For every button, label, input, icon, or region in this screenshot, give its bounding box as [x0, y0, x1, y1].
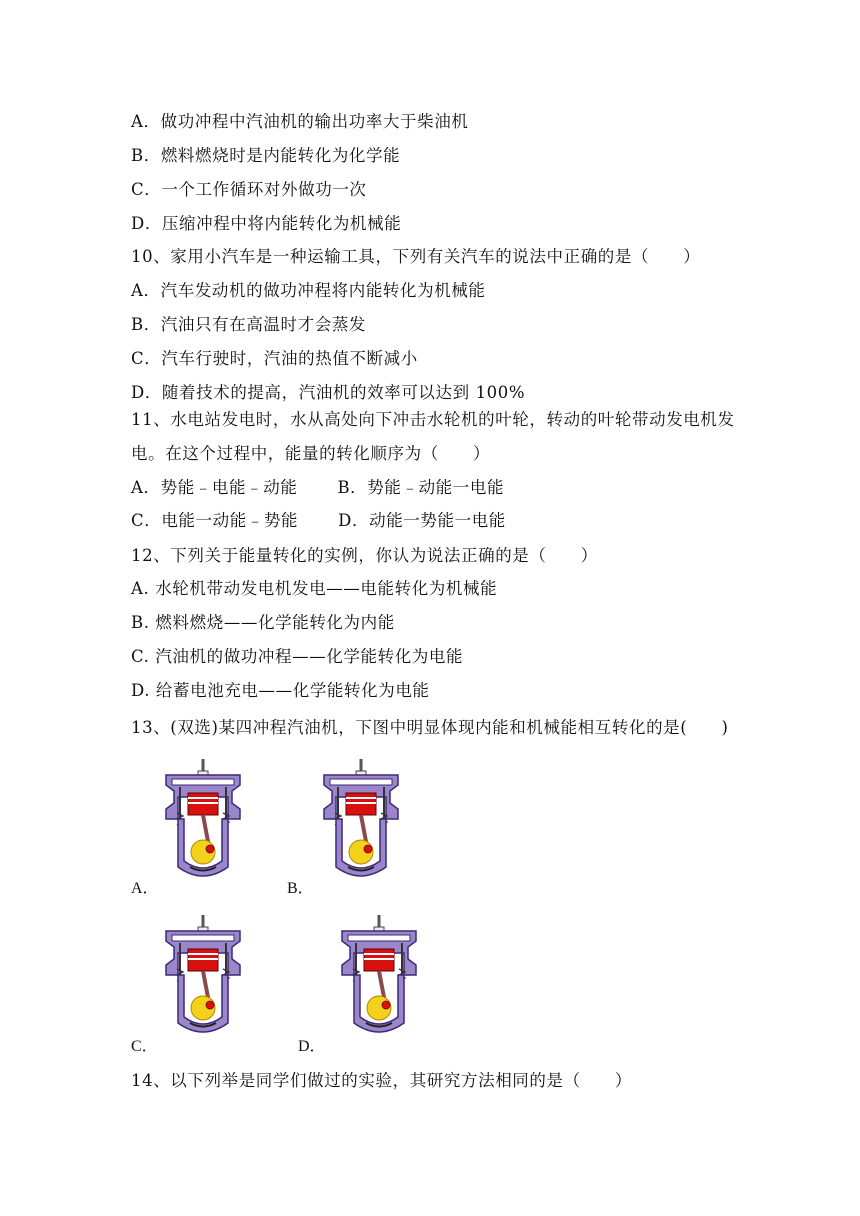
engine-diagram-b	[316, 757, 406, 882]
q9-option-c: C．一个工作循环对外做功一次	[131, 180, 367, 199]
q12-option-b: B. 燃料燃烧——化学能转化为内能	[131, 613, 395, 632]
q12-option-c: C. 汽油机的做功冲程——化学能转化为电能	[131, 647, 464, 666]
q11-options-row1: A．势能﹣电能﹣动能 B．势能﹣动能一电能	[131, 478, 505, 497]
q10-option-b: B．汽油只有在高温时才会蒸发	[131, 315, 367, 334]
engine-d-drawing	[342, 915, 416, 1032]
q11-options-row2: C．电能一动能﹣势能 D．动能一势能一电能	[131, 511, 506, 530]
engine-diagram-c	[158, 913, 248, 1038]
q10-option-c: C．汽车行驶时，汽油的热值不断减小	[131, 349, 418, 368]
q9-option-d: D．压缩冲程中将内能转化为机械能	[131, 214, 402, 233]
q10-option-a: A．汽车发动机的做功冲程将内能转化为机械能	[131, 281, 486, 300]
engine-diagram-d	[334, 913, 424, 1038]
q11-stem-line1: 11、水电站发电时，水从高处向下冲击水轮机的叶轮，转动的叶轮带动发电机发	[131, 410, 735, 429]
q13-label-a: A．	[131, 880, 159, 897]
q12-option-a: A. 水轮机带动发电机发电——电能转化为机械能	[131, 579, 498, 598]
q13-stem: 13、(双选)某四冲程汽油机，下图中明显体现内能和机械能相互转化的是( )	[131, 718, 729, 737]
engine-b-drawing	[324, 759, 398, 876]
q12-stem: 12、下列关于能量转化的实例，你认为说法正确的是（ ）	[131, 546, 598, 565]
q13-label-c: C．	[131, 1038, 158, 1055]
q10-stem: 10、家用小汽车是一种运输工具，下列有关汽车的说法中正确的是（ ）	[131, 247, 701, 266]
q11-stem-line2: 电。在这个过程中，能量的转化顺序为（ ）	[131, 444, 491, 463]
q10-option-d: D．随着技术的提高，汽油机的效率可以达到 100%	[131, 383, 526, 402]
q9-option-b: B．燃料燃烧时是内能转化为化学能	[131, 146, 401, 165]
q13-label-b: B．	[287, 880, 314, 897]
q9-option-a: A．做功冲程中汽油机的输出功率大于柴油机	[131, 112, 469, 131]
engine-c-drawing	[166, 915, 240, 1032]
q12-option-d: D. 给蓄电池充电——化学能转化为电能	[131, 681, 430, 700]
q13-label-d: D．	[298, 1038, 326, 1055]
engine-diagram-a	[158, 757, 248, 882]
engine-a-drawing	[166, 759, 240, 876]
q14-stem: 14、以下列举是同学们做过的实验，其研究方法相同的是（ ）	[131, 1071, 632, 1090]
